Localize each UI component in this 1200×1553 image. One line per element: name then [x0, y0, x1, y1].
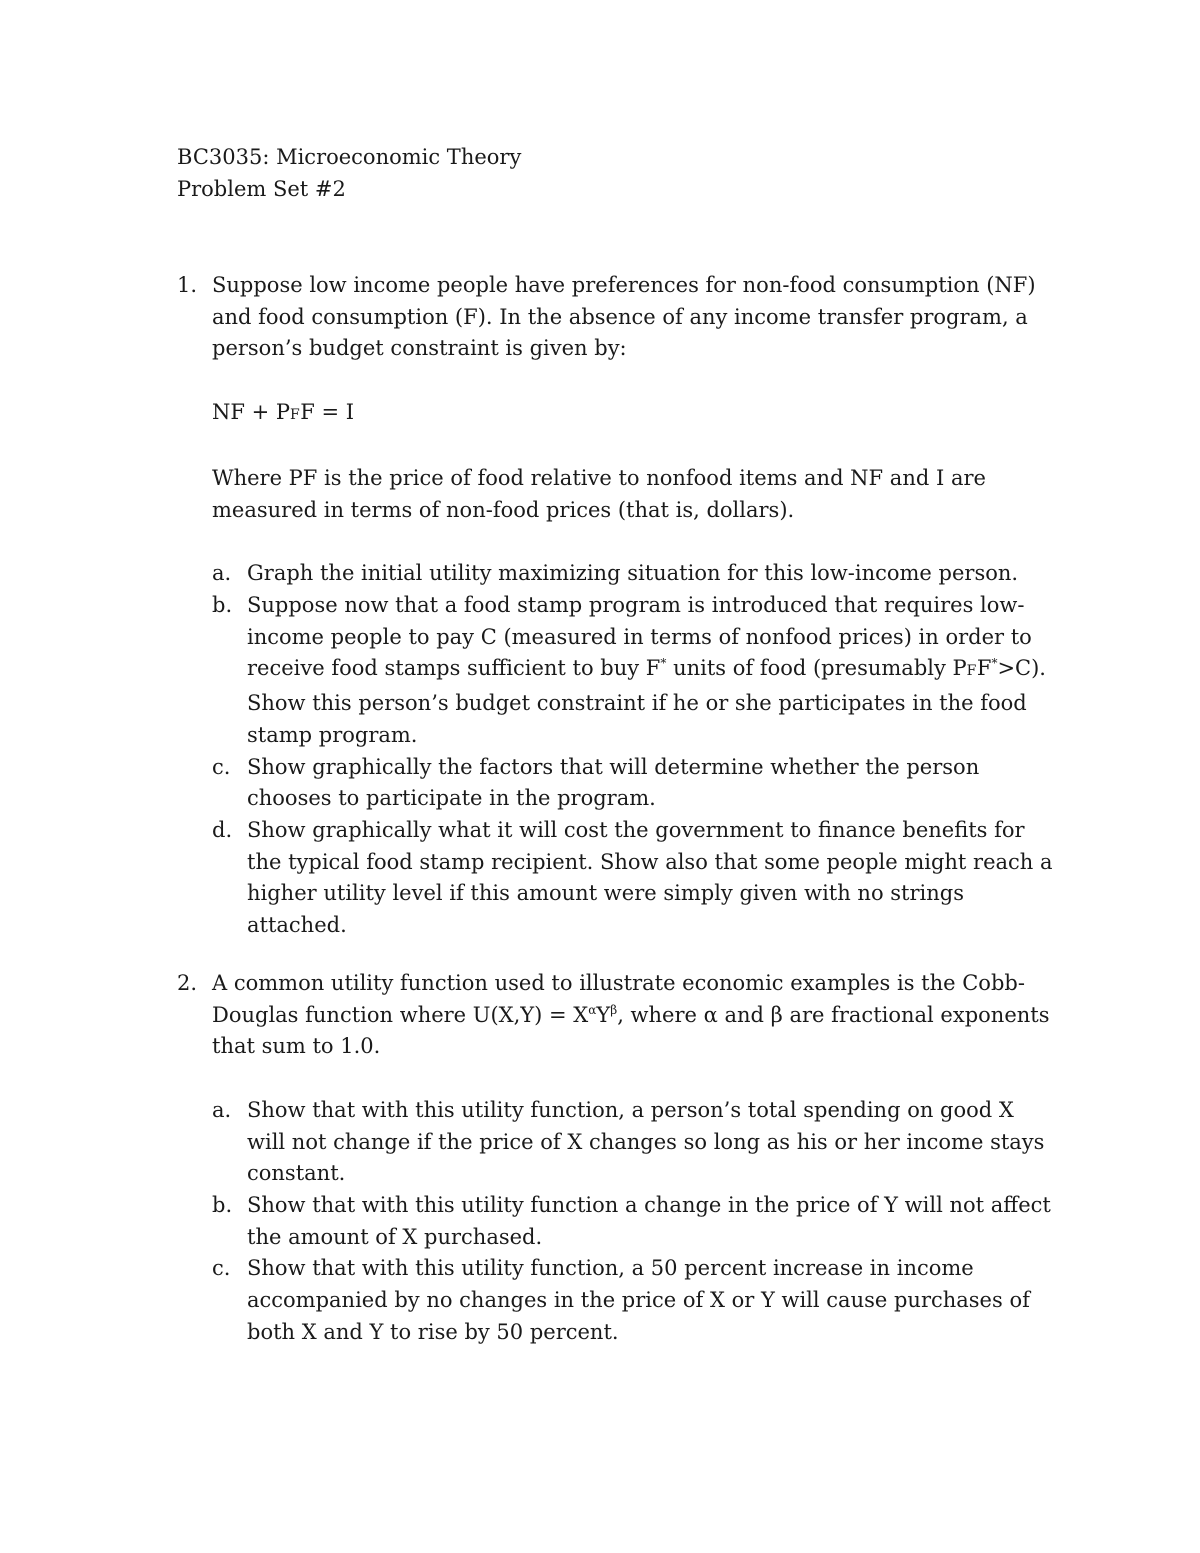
question-2-part-b — [212, 1190, 1057, 1253]
superscript-star: * — [660, 656, 667, 671]
part-letter: a. — [212, 561, 232, 586]
equation-left: NF + P — [212, 399, 291, 424]
superscript-star: * — [991, 656, 998, 671]
question-2-part-a — [212, 1095, 1057, 1190]
question-1-part-d — [212, 815, 1057, 942]
part-text: Show that with this utility function a change in the price of Y will not affect the amount of X purchased. — [247, 1192, 1051, 1249]
intro-segment: Y — [596, 1002, 611, 1027]
part-text: Graph the initial utility maximizing situation for this low-income person. — [247, 561, 1019, 586]
document-header — [177, 142, 1077, 205]
part-text-segment: F — [976, 656, 992, 681]
part-text-segment: units of food (presumably P — [666, 656, 967, 681]
equation-subscript: F — [290, 406, 301, 423]
part-text — [247, 593, 1046, 747]
question-2-parts — [212, 1095, 1057, 1349]
part-letter: d. — [212, 817, 233, 842]
question-1-body — [212, 270, 1057, 942]
part-letter: b. — [212, 592, 233, 617]
part-text: Show graphically what it will cost the government to finance benefits for the typical food stamp recipient. Show also that some people might reach a higher utility level if this amount were simply given with no strings attached. — [247, 817, 1053, 938]
part-letter: b. — [212, 1192, 233, 1217]
question-2-part-c — [212, 1253, 1057, 1348]
part-letter: a. — [212, 1097, 232, 1122]
question-1 — [177, 270, 1057, 942]
question-1-where: Where PF is the price of food relative to nonfood items and NF and I are measured in terms of non-food prices (that is, dollars). — [212, 466, 986, 522]
course-title: BC3035: Microeconomic Theory — [177, 145, 522, 169]
part-letter: c. — [212, 1256, 231, 1281]
question-1-number: 1. — [177, 273, 198, 297]
part-text: Show graphically the factors that will determine whether the person chooses to participate in the program. — [247, 754, 980, 811]
intro-segment: , where α and β are fractional exponents that sum to 1.0. — [212, 1002, 1050, 1059]
equation-right: F = I — [300, 399, 355, 424]
question-1-parts — [212, 558, 1057, 941]
part-text: Show that with this utility function, a person’s total spending on good X will not change if the price of X changes so long as his or her income stays constant. — [247, 1097, 1045, 1186]
subscript-f: F — [966, 663, 977, 680]
question-2-number: 2. — [177, 971, 198, 995]
question-1-part-b — [212, 590, 1057, 752]
question-2 — [177, 968, 1057, 1348]
question-1-intro: Suppose low income people have preferences for non-food consumption (NF) and food consumption (F). In the absence of any income transfer program, a person’s budget constraint is given by: — [212, 273, 1036, 361]
question-2-intro — [212, 968, 1057, 1063]
part-text-segment: >C). Show this person’s budget constraint if he or she participates in the food stamp program. — [247, 656, 1046, 747]
part-letter: c. — [212, 754, 231, 779]
intro-segment: A common utility function used to illustrate economic examples is the Cobb-Douglas function where U(X,Y) = X — [212, 971, 1025, 1027]
budget-equation — [212, 397, 1057, 432]
question-2-body — [212, 968, 1057, 1348]
beta-exponent: β — [610, 1002, 618, 1017]
question-1-part-c — [212, 752, 1057, 815]
part-text: Show that with this utility function, a 50 percent increase in income accompanied by no changes in the price of X or Y will cause purchases of both X and Y to rise by 50 percent. — [247, 1256, 1030, 1344]
alpha-exponent: α — [588, 1002, 597, 1017]
part-text-segment: Suppose now that a food stamp program is introduced that requires low-income people to pay C (measured in terms of nonfood prices) in order to receive food stamps sufficient to buy F — [247, 592, 1032, 681]
problem-set-title: Problem Set #2 — [177, 176, 346, 201]
question-1-part-a — [212, 558, 1057, 590]
